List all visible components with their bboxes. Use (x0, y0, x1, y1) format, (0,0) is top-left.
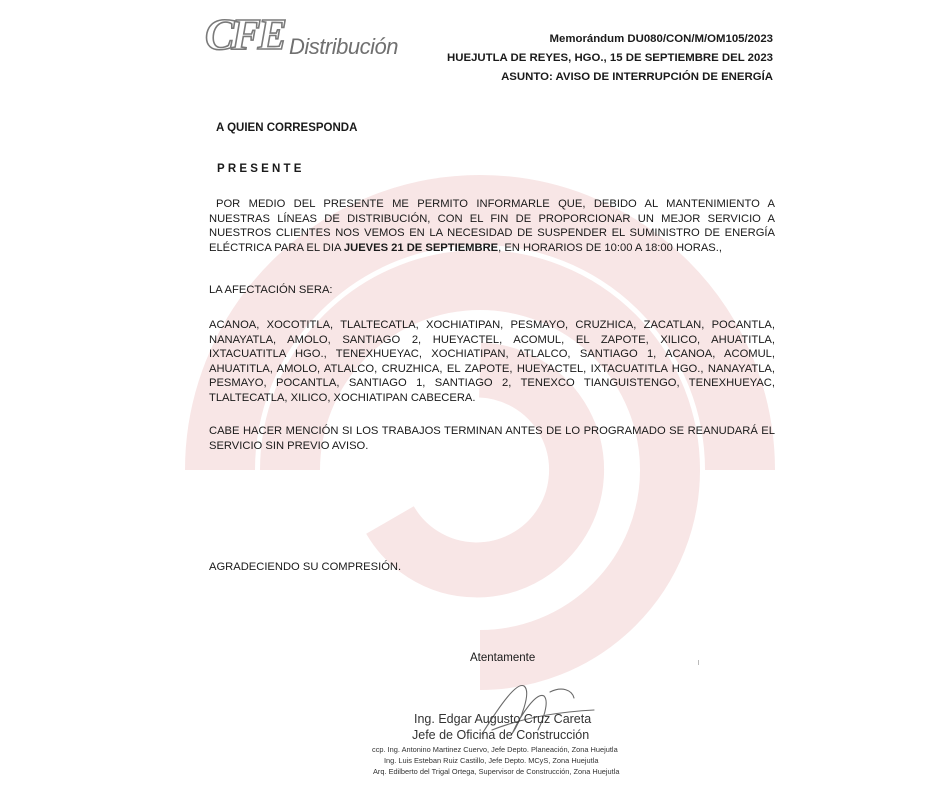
memo-place-date: HUEJUTLA DE REYES, HGO., 15 DE SEPTIEMBRE DEL 2023 (447, 52, 773, 64)
signer-name: Ing. Edgar Augusto Cruz Careta (414, 712, 592, 726)
atentamente: Atentamente (470, 652, 536, 664)
affected-heading: LA AFECTACIÓN SERA: (209, 284, 333, 296)
ccp-line: Arq. Edilberto del Trigal Ortega, Supervisor de Construcción, Zona Huejutla (373, 767, 620, 776)
ccp-line: ccp. Ing. Antonino Martinez Cuervo, Jefe Depto. Planeación, Zona Huejutla (372, 745, 618, 754)
memo-number: Memorándum DU080/CON/M/OM105/2023 (549, 33, 773, 45)
ccp-line: Ing. Luis Esteban Ruiz Castillo, Jefe Depto. MCyS, Zona Huejutla (384, 756, 599, 765)
outage-date: JUEVES 21 DE SEPTIEMBRE (343, 241, 499, 254)
memo-subject: ASUNTO: AVISO DE INTERRUPCIÓN DE ENERGÍA (501, 71, 773, 83)
resume-note: CABE HACER MENCIÓN SI LOS TRABAJOS TERMINAN ANTES DE LO PROGRAMADO SE REANUDARÁ EL SERVICIO SIN PREVIO AVISO. (209, 425, 775, 452)
cfe-logo-mark: CFE (205, 10, 285, 59)
presente-heading: PRESENTE (217, 163, 305, 175)
memo-header (447, 30, 773, 87)
greeting: A QUIEN CORRESPONDA (216, 122, 358, 134)
notice-text: POR MEDIO DEL PRESENTE ME PERMITO INFORMARLE QUE, DEBIDO AL MANTENIMIENTO A NUESTRAS LÍNEAS DE DISTRIBUCIÓN, CON EL FIN DE PROPORCIONAR UN MEJOR SERVICIO A NUESTROS CLIENTES NOS VEMOS EN LA NECESIDAD DE SUSPENDER EL SUMINISTRO DE ENERGÍA ELÉCTRICA PARA EL DIA (209, 198, 775, 254)
thanks-line: AGRADECIENDO SU COMPRESIÓN. (209, 561, 402, 573)
scan-mark (698, 660, 699, 665)
distribucion-logo-word: Distribución (289, 34, 398, 59)
affected-localities: ACANOA, XOCOTITLA, TLALTECATLA, XOCHIATIPAN, PESMAYO, CRUZHICA, ZACATLAN, POCANTLA, NANAYATLA, AMOLO, SANTIAGO 2, HUEYACTEL, ACOMUL, EL ZAPOTE, XILICO, AHUATITLA, IXTACUATITLA HGO., TENEXHUEYAC, XOCHIATIPAN, ATLALCO, SANTIAGO 1, ACANOA, ACOMUL, AHUATITLA, AMOLO, ATLALCO, CRUZHICA, EL ZAPOTE, HUEYACTEL, IXTACUATITLA HGO., NANAYATLA, PESMAYO, POCANTLA, SANTIAGO 1, SANTIAGO 2, TENEXCO TIANGUISTENGO, TENEXHUEYAC, TLALTECATLA, XILICO, XOCHIATIPAN CABECERA. (209, 319, 775, 404)
signer-role: Jefe de Oficina de Construcción (412, 728, 590, 742)
cfe-distribucion-logo (205, 10, 398, 66)
outage-hours: , EN HORARIOS DE 10:00 A 18:00 HORAS., (498, 241, 722, 254)
notice-paragraph (209, 197, 775, 255)
